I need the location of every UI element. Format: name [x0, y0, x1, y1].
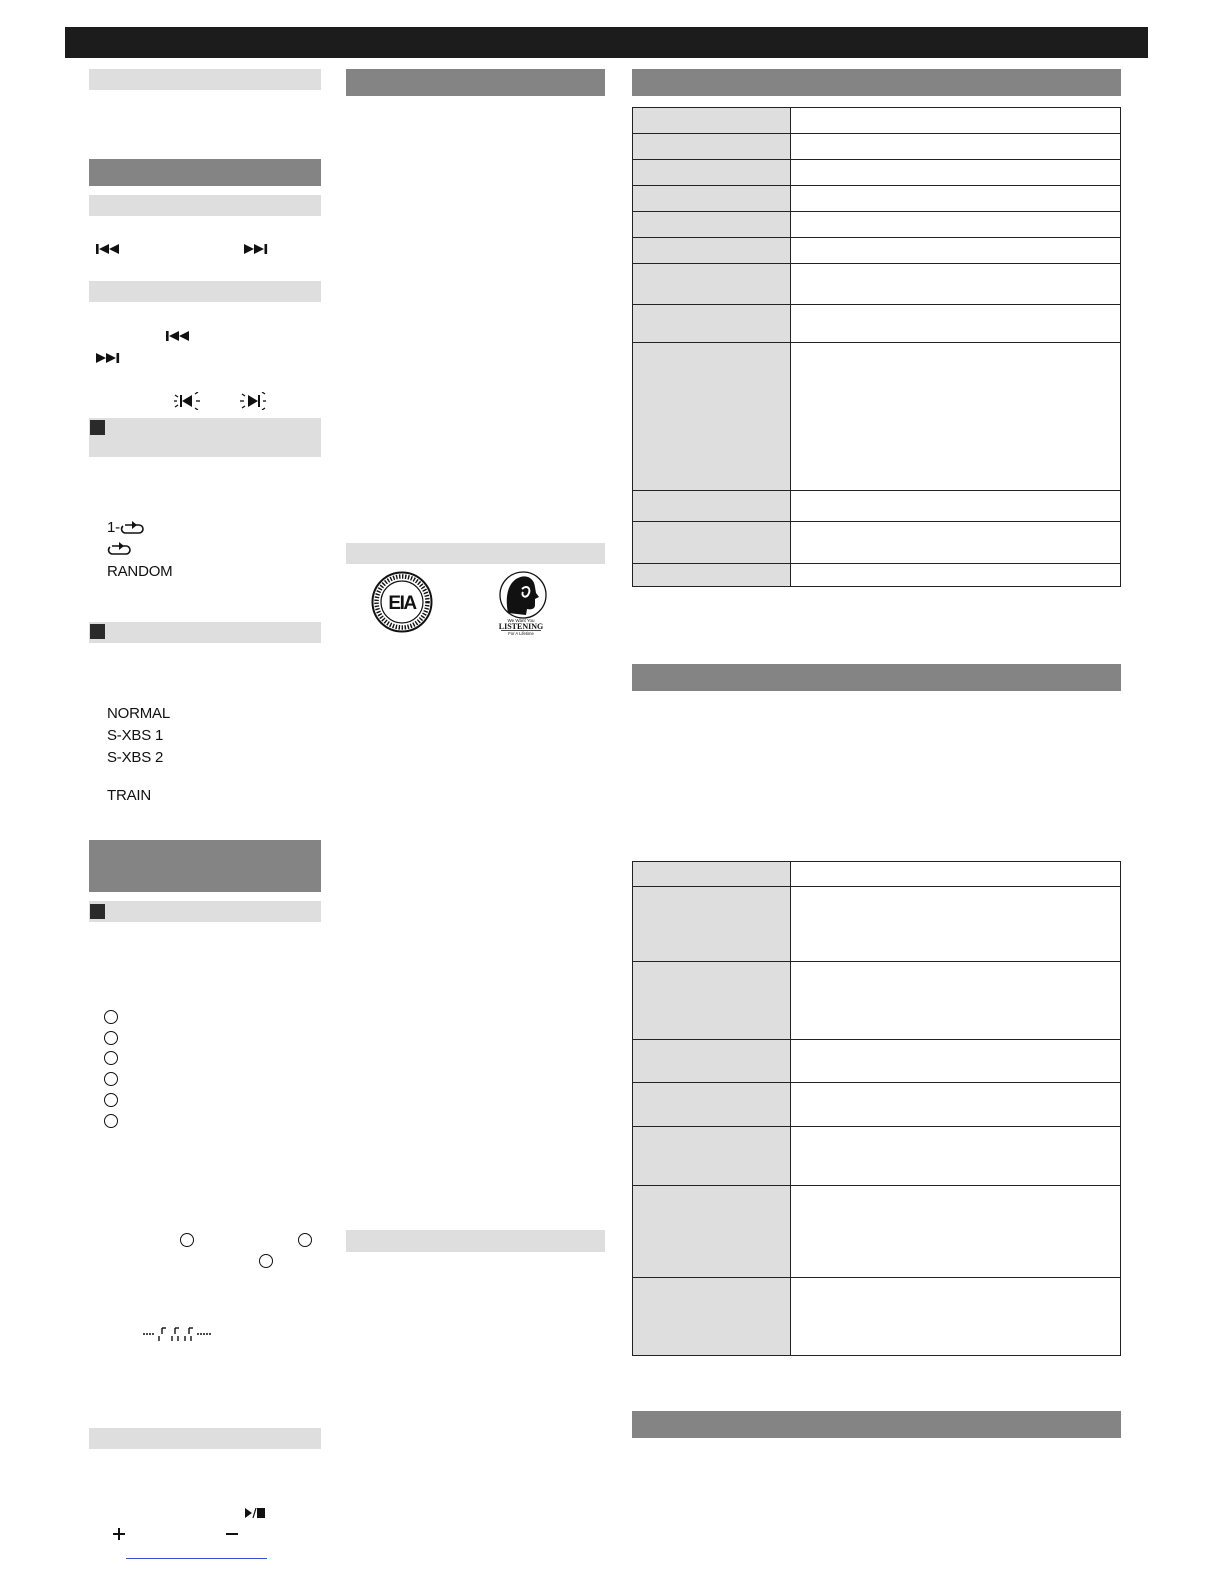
table-row — [633, 962, 1121, 1040]
table-row — [633, 564, 1121, 587]
repeat-icon — [107, 542, 131, 556]
sound-mode-item: TRAIN — [107, 787, 152, 804]
table-key-cell — [633, 305, 791, 343]
sound-mode-heading — [89, 622, 321, 643]
table-key-cell — [633, 1127, 791, 1186]
table-row — [633, 862, 1121, 887]
table-row — [633, 522, 1121, 564]
skip-back-icon — [166, 330, 192, 342]
table-key-cell — [633, 160, 791, 186]
table-key-cell — [633, 962, 791, 1040]
step-number-circle — [104, 1072, 118, 1086]
table-value-cell — [791, 1083, 1121, 1127]
play-mode-repeat-one — [107, 519, 144, 537]
sound-mode-item: S-XBS 2 — [107, 749, 164, 766]
table-value-cell — [791, 491, 1121, 522]
table-key-cell — [633, 491, 791, 522]
top-header-bar — [65, 27, 1148, 58]
step-number-circle — [104, 1010, 118, 1024]
step-number-circle — [104, 1051, 118, 1065]
section-heading-dark — [632, 1411, 1121, 1438]
table-value-cell — [791, 1278, 1121, 1356]
table-key-cell — [633, 862, 791, 887]
step-number-circle — [298, 1233, 312, 1247]
table-value-cell — [791, 305, 1121, 343]
subsection-heading-light — [89, 195, 321, 216]
table-key-cell — [633, 1278, 791, 1356]
table-key-cell — [633, 1040, 791, 1083]
table-value-cell — [791, 108, 1121, 134]
table-value-cell — [791, 522, 1121, 564]
table-value-cell — [791, 1127, 1121, 1186]
eia-logo — [371, 571, 433, 633]
heading-square-marker — [90, 904, 105, 919]
table-key-cell — [633, 564, 791, 587]
table-row — [633, 264, 1121, 305]
table-row — [633, 1186, 1121, 1278]
repeat-icon — [120, 521, 144, 535]
table-row — [633, 186, 1121, 212]
table-row — [633, 305, 1121, 343]
table-row — [633, 1127, 1121, 1186]
table-key-cell — [633, 134, 791, 160]
table-value-cell — [791, 1040, 1121, 1083]
table-value-cell — [791, 238, 1121, 264]
table-value-cell — [791, 962, 1121, 1040]
table-value-cell — [791, 186, 1121, 212]
search-forward-blinking-icon — [238, 392, 266, 410]
play-mode-heading — [89, 418, 321, 457]
step-number-circle — [180, 1233, 194, 1247]
subsection-heading-light — [346, 543, 605, 564]
listening-logo-bottom-text: For A Lifetime — [508, 631, 534, 636]
table-value-cell — [791, 343, 1121, 491]
table-key-cell — [633, 1186, 791, 1278]
play-stop-icon — [245, 1507, 265, 1519]
eia-logo-letters: EIA — [388, 593, 416, 614]
search-back-blinking-icon — [174, 392, 202, 410]
listening-logo-top-text: We Want You — [507, 618, 535, 623]
table-value-cell — [791, 212, 1121, 238]
table-key-cell — [633, 238, 791, 264]
step-number-circle — [104, 1114, 118, 1128]
table-key-cell — [633, 212, 791, 238]
sound-mode-item: S-XBS 1 — [107, 727, 164, 744]
listening-logo-main-text: LISTENING — [498, 622, 544, 631]
table-row — [633, 212, 1121, 238]
table-row — [633, 1278, 1121, 1356]
sound-mode-item: NORMAL — [107, 705, 170, 722]
display-indicator-icon — [143, 1326, 211, 1342]
table-row — [633, 238, 1121, 264]
heading-square-marker — [90, 624, 105, 639]
step-number-circle — [259, 1254, 273, 1268]
minus-icon — [226, 1528, 238, 1540]
table-key-cell — [633, 343, 791, 491]
step-number-circle — [104, 1093, 118, 1107]
section-heading-light — [89, 69, 321, 90]
play-mode-random: RANDOM — [107, 563, 173, 580]
table-row — [633, 160, 1121, 186]
table-value-cell — [791, 564, 1121, 587]
subsection-heading-light — [89, 1428, 321, 1449]
subsection-heading-light — [346, 1230, 605, 1252]
table-value-cell — [791, 264, 1121, 305]
table-row — [633, 108, 1121, 134]
table-value-cell — [791, 160, 1121, 186]
table-key-cell — [633, 264, 791, 305]
section-heading-dark — [346, 69, 605, 96]
section-heading-dark-tall — [89, 840, 321, 892]
table-row — [633, 1040, 1121, 1083]
listening-for-a-lifetime-logo — [494, 569, 548, 637]
subsection-heading-light — [89, 901, 321, 922]
table-value-cell — [791, 134, 1121, 160]
specifications-table — [632, 861, 1121, 1356]
section-heading-dark — [89, 159, 321, 186]
skip-back-icon — [96, 243, 122, 255]
table-row — [633, 1083, 1121, 1127]
table-key-cell — [633, 186, 791, 212]
heading-square-marker — [90, 420, 105, 435]
plus-icon — [113, 1528, 125, 1540]
subsection-heading-light — [89, 281, 321, 302]
section-heading-dark — [632, 664, 1121, 691]
table-row — [633, 491, 1121, 522]
table-row — [633, 887, 1121, 962]
table-row — [633, 343, 1121, 491]
table-key-cell — [633, 1083, 791, 1127]
table-value-cell — [791, 887, 1121, 962]
table-row — [633, 134, 1121, 160]
table-value-cell — [791, 1186, 1121, 1278]
repeat-one-prefix: 1- — [107, 519, 120, 536]
skip-forward-icon — [244, 243, 270, 255]
table-value-cell — [791, 862, 1121, 887]
specifications-table — [632, 107, 1121, 587]
skip-forward-icon — [96, 352, 122, 364]
section-heading-dark — [632, 69, 1121, 96]
table-key-cell — [633, 887, 791, 962]
table-key-cell — [633, 108, 791, 134]
step-number-circle — [104, 1031, 118, 1045]
table-key-cell — [633, 522, 791, 564]
link-underline[interactable] — [126, 1558, 267, 1559]
